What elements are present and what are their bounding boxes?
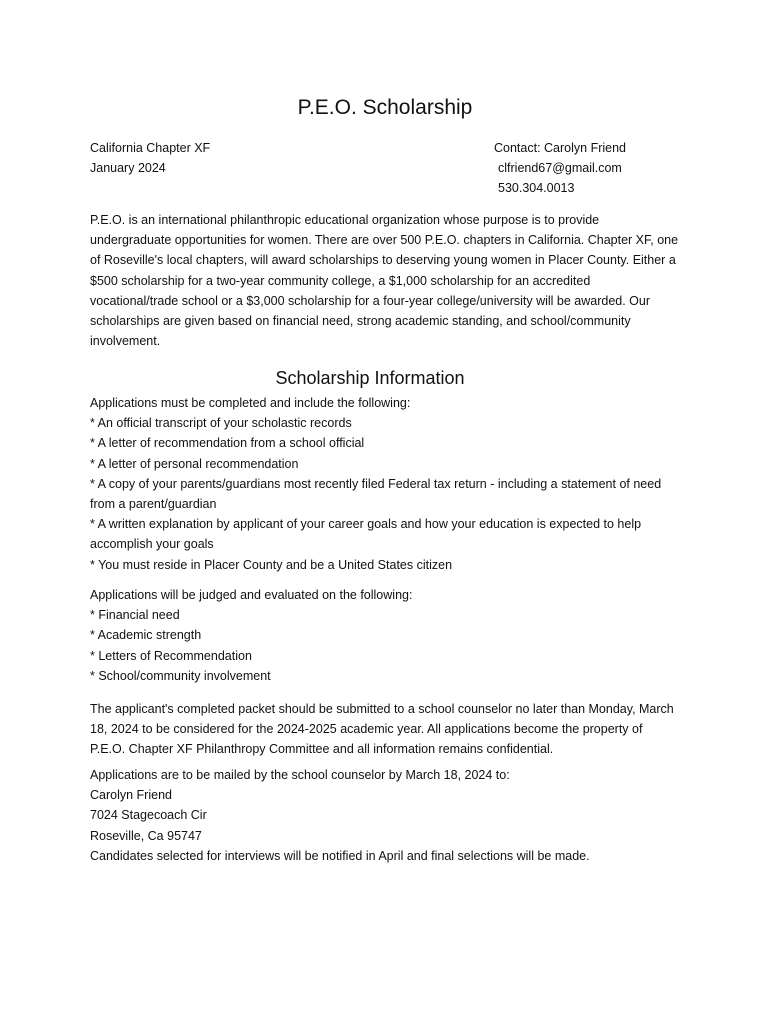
chapter-name: California Chapter XF [90, 141, 211, 155]
judging-intro: Applications will be judged and evaluated on the following: [90, 588, 413, 602]
chapter-info [90, 138, 210, 178]
list-item: * School/community involvement [90, 668, 271, 683]
list-item: * Academic strength [90, 628, 202, 643]
mailing-info [90, 765, 680, 866]
contact-email: clfriend67@gmail.com [498, 161, 622, 175]
list-item: * An official transcript of your scholastic records [90, 416, 352, 431]
contact-phone: 530.304.0013 [498, 181, 575, 195]
list-item: * Financial need [90, 608, 180, 623]
contact-name: Contact: Carolyn Friend [494, 141, 627, 155]
mailing-city: Roseville, Ca 95747 [90, 828, 202, 843]
list-item: * Letters of Recommendation [90, 648, 252, 663]
intro-text: P.E.O. is an international philanthropic educational organization whose purpose is to provide undergraduate opportunities for women. There are over 500 P.E.O. chapters in California. Chapter XF, one of Roseville's local chapters, will award scholarships to deserving young women in Placer County. Either a $500 scholarship for a two-year community college, a $1,000 scholarship for an accredited vocational/trade school or a $3,000 scholarship for a four-year college/university will be awarded. Our scholarships are given based on financial need, strong academic standing, and school/community involvement. [90, 213, 679, 349]
submission-text: The applicant's completed packet should be submitted to a school counselor no later than Monday, March 18, 2024 to be considered for the 2024-2025 academic year. All applications become the property of P.E.O. Chapter XF Philanthropy Committee and all information remains confidential. [90, 702, 674, 757]
list-item: * You must reside in Placer County and be a United States citizen [90, 557, 453, 572]
document-title: P.E.O. Scholarship [297, 96, 473, 119]
list-item: * A copy of your parents/guardians most recently filed Federal tax return - including a statement of need from a parent/guardian [90, 476, 662, 512]
list-item: * A letter of personal recommendation [90, 456, 299, 471]
submission-paragraph [90, 699, 680, 760]
list-item: * A letter of recommendation from a school official [90, 436, 365, 451]
intro-paragraph [90, 210, 680, 351]
requirements-list [90, 393, 680, 575]
mailing-street: 7024 Stagecoach Cir [90, 808, 207, 823]
mailing-intro: Applications are to be mailed by the school counselor by March 18, 2024 to: [90, 768, 510, 782]
document-date: January 2024 [90, 161, 166, 175]
judging-list [90, 585, 680, 686]
list-item: * A written explanation by applicant of your career goals and how your education is expected to help accomplish your goals [90, 517, 642, 552]
requirements-intro: Applications must be completed and include the following: [90, 396, 411, 410]
section-heading: Scholarship Information [275, 368, 465, 388]
contact-info [494, 138, 626, 198]
mailing-note: Candidates selected for interviews will be notified in April and final selections will be made. [90, 848, 590, 863]
mailing-name: Carolyn Friend [90, 788, 172, 803]
